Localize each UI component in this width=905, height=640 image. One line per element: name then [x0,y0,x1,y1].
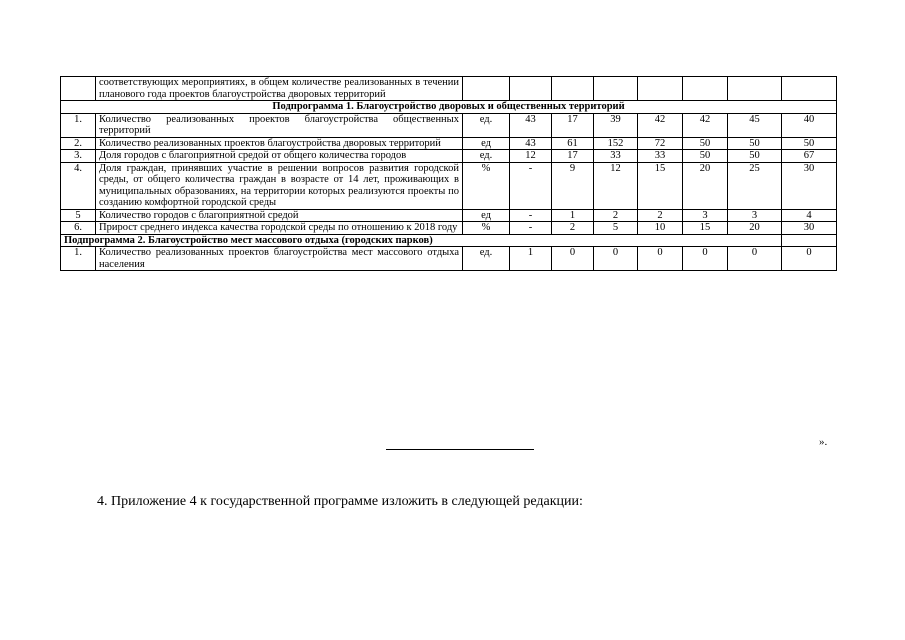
table-row [61,247,837,271]
value-cell: 0 [638,247,683,271]
row-number: 5 [61,209,96,222]
value-cell: 50 [782,137,837,150]
value-cell: 50 [683,137,728,150]
value-cell: 50 [728,137,782,150]
value-cell: 2 [552,222,594,235]
value-cell: 50 [683,150,728,163]
unit-cell: ед. [463,150,510,163]
value-cell: 33 [594,150,638,163]
table-row [61,209,837,222]
value-cell: 0 [552,247,594,271]
value-cell: 20 [683,162,728,209]
section-header-2 [61,234,837,247]
value-cell: - [510,222,552,235]
row-number: 3. [61,150,96,163]
value-cell: 3 [728,209,782,222]
empty-cell [782,234,837,247]
table-row [61,137,837,150]
value-cell: 0 [728,247,782,271]
value-cell: 0 [683,247,728,271]
value-cell: 9 [552,162,594,209]
value-cell: 43 [510,113,552,137]
table-body [61,77,837,271]
value-cell: 1 [510,247,552,271]
unit-cell: ед. [463,247,510,271]
indicator-name: Количество реализованных проектов благоустройства дворовых территорий [96,137,463,150]
row-number: 2. [61,137,96,150]
value-cell: 20 [728,222,782,235]
value-cell: 15 [683,222,728,235]
value-cell: 3 [683,209,728,222]
indicator-name: Количество реализованных проектов благоустройства общественных территорий [96,113,463,137]
closing-quote: ». [819,436,828,448]
value-cell: 42 [638,113,683,137]
unit-cell: % [463,162,510,209]
value-cell: 5 [594,222,638,235]
value-cell: 67 [782,150,837,163]
indicator-name: Прирост среднего индекса качества городской среды по отношению к 2018 году [96,222,463,235]
value-cell: 33 [638,150,683,163]
cell-num [61,77,96,101]
table-row [61,150,837,163]
value-cell: 0 [594,247,638,271]
value-cell: 152 [594,137,638,150]
value-cell: - [510,209,552,222]
indicator-name: Доля городов с благоприятной средой от общего количества городов [96,150,463,163]
value-cell: - [510,162,552,209]
value-cell: 10 [638,222,683,235]
value-cell: 12 [510,150,552,163]
value-cell: 30 [782,162,837,209]
row-number: 4. [61,162,96,209]
row-number: 6. [61,222,96,235]
value-cell: 45 [728,113,782,137]
value-cell: 61 [552,137,594,150]
row-number: 1. [61,247,96,271]
value-cell: 39 [594,113,638,137]
value-cell: 42 [683,113,728,137]
value-cell: 17 [552,113,594,137]
table-row-continued [61,77,837,101]
row-number: 1. [61,113,96,137]
value-cell: 15 [638,162,683,209]
value-cell: 25 [728,162,782,209]
table-row [61,222,837,235]
unit-cell: % [463,222,510,235]
value-cell: 43 [510,137,552,150]
value-cell: 50 [728,150,782,163]
value-cell: 2 [594,209,638,222]
value-cell: 2 [638,209,683,222]
unit-cell: ед. [463,113,510,137]
indicators-table [60,76,837,271]
subprogram-2-title: Подпрограмма 2. Благоустройство мест массового отдыха (городских парков) [61,234,782,247]
value-cell: 4 [782,209,837,222]
section-header-1 [61,101,837,114]
signature-line [386,449,534,450]
table-row [61,162,837,209]
paragraph-text: 4. Приложение 4 к государственной программе изложить в следующей редакции: [97,494,583,509]
indicator-name: Доля граждан, принявших участие в решении вопросов развития городской среды, от общего количества граждан в возрасте от 14 лет, проживающих в муниципальных образованиях, на территории которых реализуются проекты по созданию комфортной городской среды [96,162,463,209]
value-cell: 0 [782,247,837,271]
indicator-name: Количество реализованных проектов благоустройства мест массового отдыха населения [96,247,463,271]
value-cell: 30 [782,222,837,235]
indicator-name: Количество городов с благоприятной средой [96,209,463,222]
cell-text: соответствующих мероприятиях, в общем количестве реализованных в течении планового года проектов благоустройства дворовых территорий [96,77,463,101]
unit-cell: ед [463,137,510,150]
value-cell: 17 [552,150,594,163]
value-cell: 72 [638,137,683,150]
unit-cell: ед [463,209,510,222]
subprogram-1-title: Подпрограмма 1. Благоустройство дворовых и общественных территорий [61,101,837,114]
value-cell: 1 [552,209,594,222]
value-cell: 40 [782,113,837,137]
value-cell: 12 [594,162,638,209]
table-row [61,113,837,137]
